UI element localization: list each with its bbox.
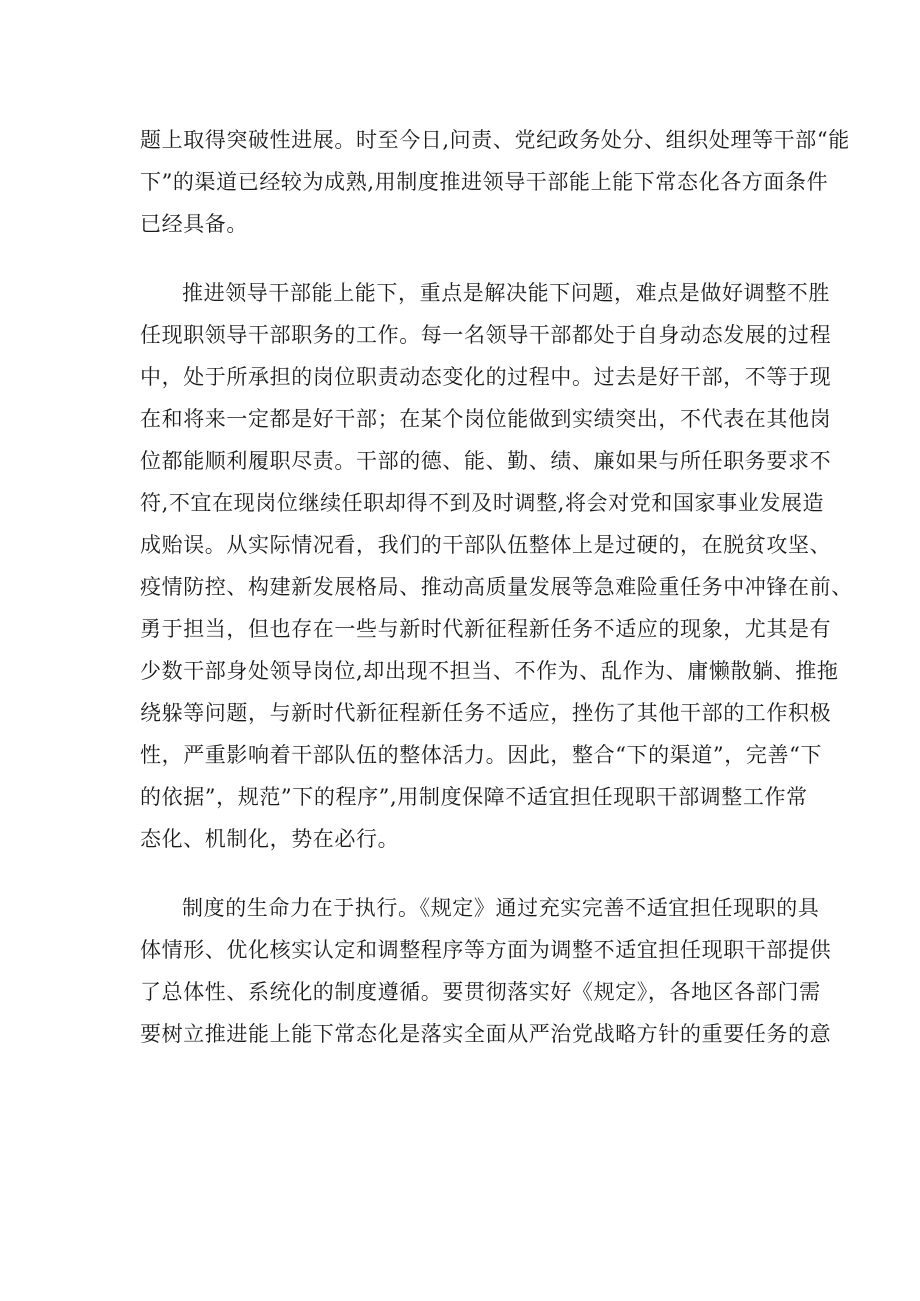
text-line: 性，严重影响着干部队伍的整体活力。因此，整合“下的渠道”，完善“下 bbox=[140, 743, 823, 767]
text-line: 的依据”，规范”下的程序”,用制度保障不适宜担任现职干部调整工作常 bbox=[140, 785, 808, 809]
text-line: 勇于担当，但也存在一些与新时代新征程新任务不适应的现象，尤其是有 bbox=[140, 617, 832, 641]
text-line: 疫情防控、构建新发展格局、推动高质量发展等急难险重任务中冲锋在前、 bbox=[140, 575, 853, 599]
text-line: 成贻误。从实际情况看，我们的干部队伍整体上是过硬的，在脱贫攻坚、 bbox=[140, 533, 832, 557]
text-line: 位都能顺利履职尽责。干部的德、能、勤、绩、廉如果与所任职务要求不 bbox=[140, 449, 832, 473]
text-line: 了总体性、系统化的制度遵循。要贯彻落实好《规定》，各地区各部门需 bbox=[140, 980, 821, 1004]
text-line: 题上取得突破性进展。时至今日,问责、党纪政务处分、组织处理等干部“能 bbox=[140, 128, 850, 152]
text-line: 任现职领导干部职务的工作。每一名领导干部都处于自身动态发展的过程 bbox=[140, 323, 832, 347]
text-line: 体情形、优化核实认定和调整程序等方面为调整不适宜担任现职干部提供 bbox=[140, 938, 832, 962]
text-line: 中，处于所承担的岗位职责动态变化的过程中。过去是好干部，不等于现 bbox=[140, 365, 832, 389]
text-line: 符,不宜在现岗位继续任职却得不到及时调整,将会对党和国家事业发展造 bbox=[140, 491, 825, 515]
text-line: 要树立推进能上能下常态化是落实全面从严治党战略方针的重要任务的意 bbox=[140, 1022, 832, 1046]
text-line: 少数干部身处领导岗位,却出现不担当、不作为、乱作为、庸懒散躺、推拖 bbox=[140, 659, 839, 683]
text-line: 制度的生命力在于执行。《规定》通过充实完善不适宜担任现职的具 bbox=[182, 896, 820, 920]
text-line: 下”的渠道已经较为成熟,用制度推进领导干部能上能下常态化各方面条件 bbox=[140, 170, 829, 194]
text-line: 在和将来一定都是好干部；在某个岗位能做到实绩突出，不代表在其他岗 bbox=[140, 407, 832, 431]
text-line: 推进领导干部能上能下，重点是解决能下问题，难点是做好调整不胜 bbox=[182, 281, 830, 305]
text-line: 已经具备。 bbox=[140, 212, 248, 236]
text-line: 绕躲等问题，与新时代新征程新任务不适应，挫伤了其他干部的工作积极 bbox=[140, 701, 832, 725]
text-line: 态化、机制化，势在必行。 bbox=[140, 827, 400, 851]
